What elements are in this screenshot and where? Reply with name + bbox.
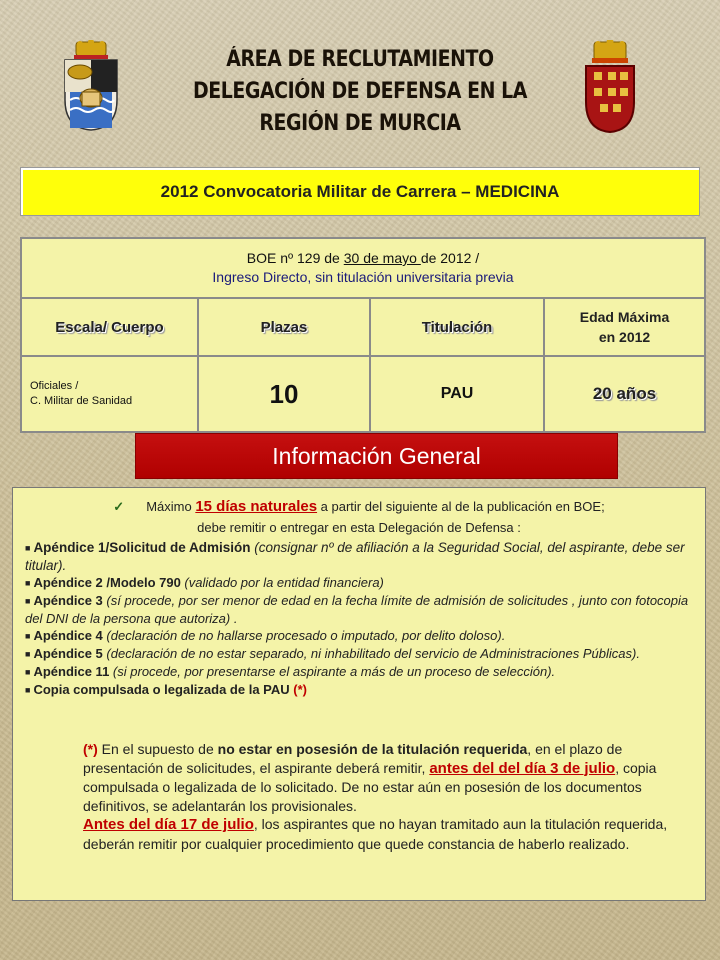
title-line-2: DELEGACIÓN DE DEFENSA EN LA [192,79,528,104]
list-item: ■ Apéndice 1/Solicitud de Admisión (consignar nº de afiliación a la Seguridad Social, del aspirante, debe ser titular). [25,540,685,573]
bullet-icon: ■ [25,578,31,588]
deadline-intro: ✓ Máximo 15 días naturales a partir del siguiente al de la publicación en BOE; debe remitir o entregar en esta Delegación de Defensa : [113,498,605,535]
pau-note: (*) En el supuesto de no estar en posesión de la titulación requerida, en el plazo de presentación de solicitudes, el aspirante deberá remitir, antes del del día 3 de julio, copia compulsada o legalizada de lo solicitado. De no estar aún en posesión de los documentos definitivos, se adelantarán los provisionales. Antes del día 17 de julio, los aspirantes que no hayan tramitado aun la titulación requerida, deberán remitir por cualquier procedimiento que quede constancia de haberlo realizado. [83,741,668,852]
title-line-3: REGIÓN DE MURCIA [259,111,461,136]
header-edad: Edad Máxima en 2012 [544,298,705,356]
bullet-icon: ■ [25,667,31,677]
documents-list [25,539,691,699]
municipal-coat-of-arms [60,40,122,132]
list-item: ■ Apéndice 4 (declaración de no hallarse procesado o imputado, por delito doloso). [25,628,506,643]
deadline-highlight: 15 días naturales [195,498,318,515]
cell-plazas: 10 [198,356,370,432]
info-box [12,487,706,901]
boe-prefix: BOE nº 129 de [246,250,344,266]
murcia-coat-of-arms [582,40,638,134]
boe-date: 30 de mayo [343,250,421,266]
checkmark-icon: ✓ [113,499,125,514]
page-title [160,44,560,140]
list-item: ■ Apéndice 5 (declaración de no estar separado, ni inhabilitado del servicio de Administraciones Públicas). [25,646,640,661]
bullet-icon: ■ [25,631,31,641]
bullet-icon: ■ [25,685,31,695]
title-line-1: ÁREA DE RECLUTAMIENTO [226,47,494,72]
plazas-table [20,237,706,433]
bullet-icon: ■ [25,649,31,659]
list-item: ■ Copia compulsada o legalizada de la PAU (*) [25,682,307,697]
bullet-icon: ■ [25,543,31,553]
info-general-banner: Información General [135,433,618,479]
header-plazas: Plazas [198,298,370,356]
ingreso-type: Ingreso Directo, sin titulación universitaria previa [212,269,514,285]
cell-titulacion: PAU [370,356,544,432]
list-item: ■ Apéndice 11 (si procede, por presentarse el aspirante a más de un proceso de selección). [25,664,556,679]
list-item: ■ Apéndice 2 /Modelo 790 (validado por la entidad financiera) [25,575,384,590]
boe-reference-cell [21,238,705,298]
boe-suffix: de 2012 / [420,250,480,266]
cell-escala: Oficiales / C. Militar de Sanidad [21,356,198,432]
convocatoria-banner: 2012 Convocatoria Militar de Carrera – MEDICINA [20,167,700,216]
header-escala: Escala/ Cuerpo [21,298,198,356]
list-item: ■ Apéndice 3 (sí procede, por ser menor de edad en la fecha límite de admisión de solicitudes , junto con fotocopia del DNI de la persona que autoriza) . [25,593,689,626]
cell-edad: 20 años [544,356,705,432]
table-row [21,356,705,432]
header-titulacion: Titulación [370,298,544,356]
bullet-icon: ■ [25,596,31,606]
